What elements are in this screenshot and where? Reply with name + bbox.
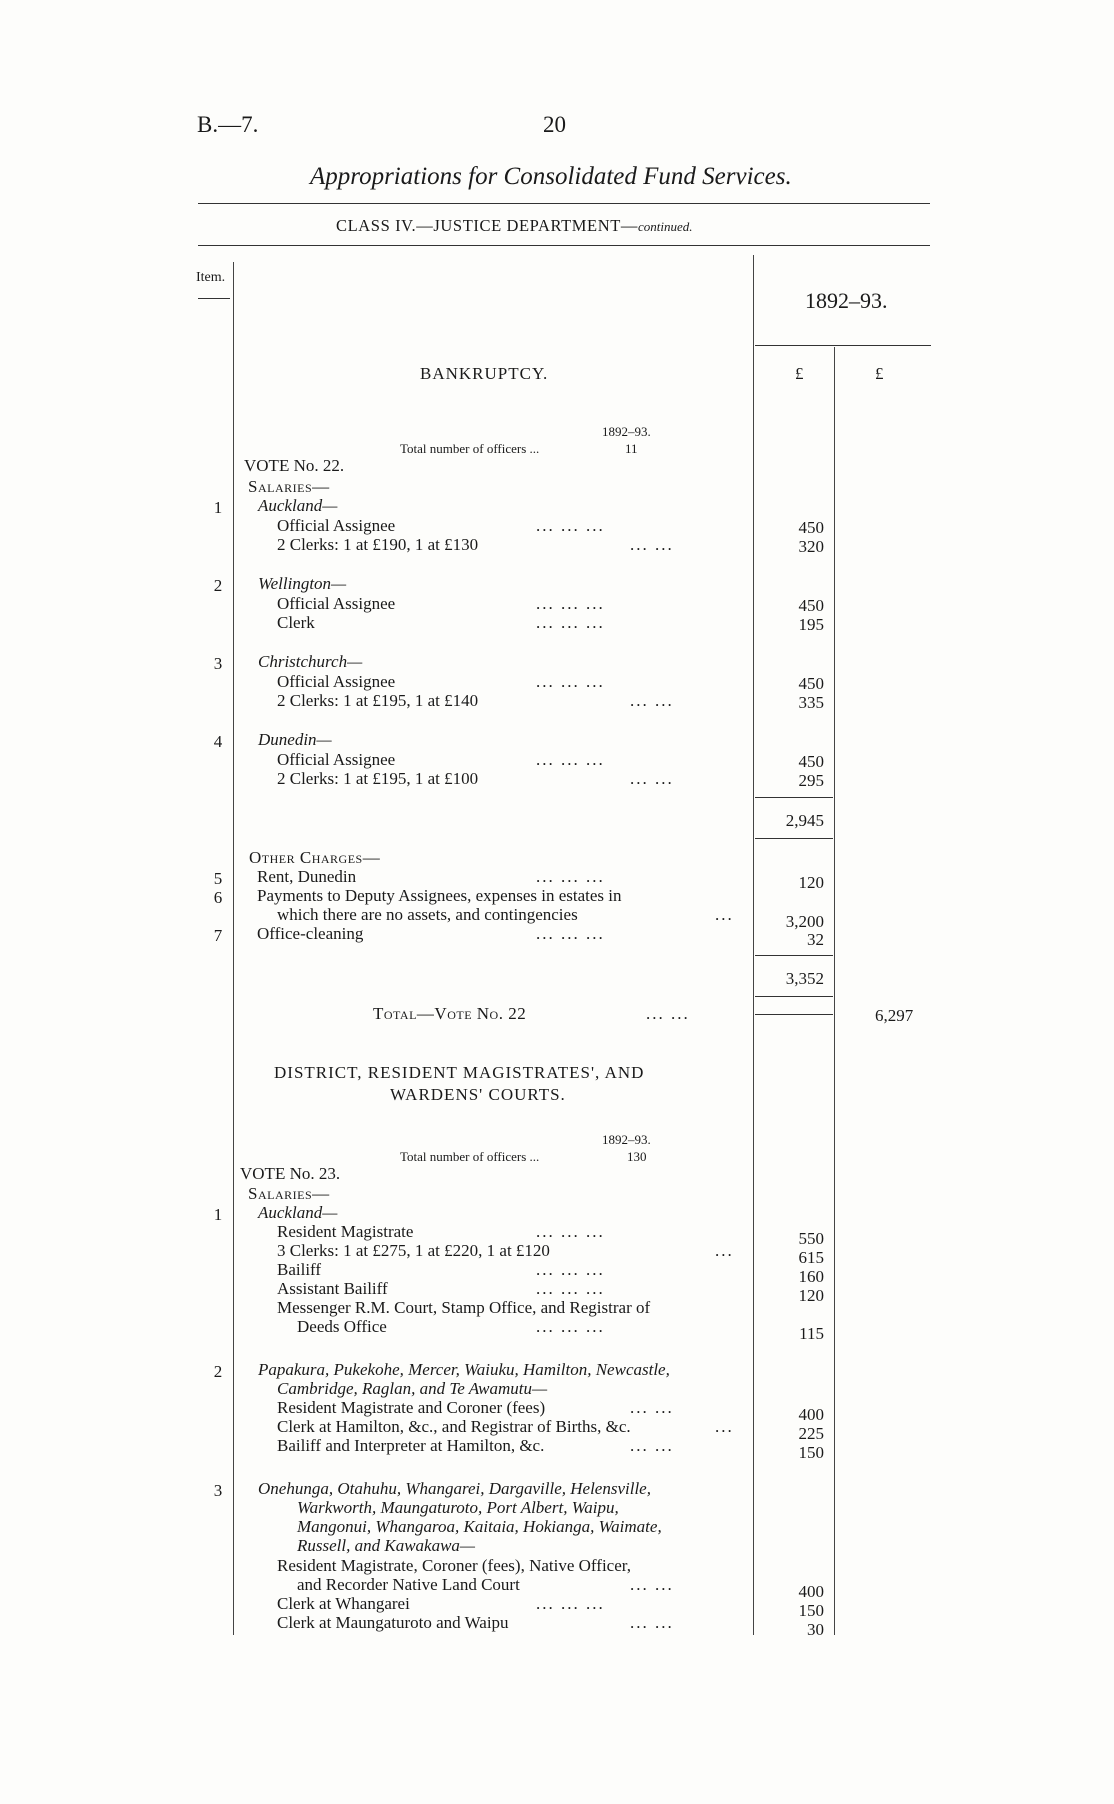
leader-dots: ... xyxy=(715,905,734,924)
line-label: Clerk at Whangarei xyxy=(277,1594,410,1613)
line-label: 2 Clerks: 1 at £195, 1 at £100 xyxy=(277,769,479,788)
line-label: Clerk at Hamilton, &c., and Registrar of Births, &c. xyxy=(277,1417,631,1436)
page-code: B.—7. xyxy=(197,112,259,137)
salaries-heading: Salaries— xyxy=(248,477,330,496)
page-number: 20 xyxy=(543,112,566,137)
line-label-cont: and Recorder Native Land Court xyxy=(297,1575,520,1594)
item-number: 3 xyxy=(213,654,223,673)
line-label: 2 Clerks: 1 at £195, 1 at £140 xyxy=(277,691,479,710)
item-column-header: Item. xyxy=(196,270,226,285)
line-amount: 120 xyxy=(798,873,824,892)
item-number: 7 xyxy=(213,926,223,945)
year-header-rule xyxy=(755,345,931,346)
place-heading: Papakura, Pukekohe, Mercer, Waiuku, Hamilton, Newcastle, xyxy=(258,1360,670,1379)
line-amount: 550 xyxy=(798,1229,824,1248)
officers-count: 130 xyxy=(627,1149,647,1164)
subheading-rule xyxy=(198,245,930,246)
leader-dots: ... ... ... xyxy=(536,750,605,769)
line-label: Assistant Bailiff xyxy=(277,1279,388,1298)
line-label: Bailiff and Interpreter at Hamilton, &c. xyxy=(277,1436,545,1455)
salaries-subtotal: 2,945 xyxy=(785,811,824,830)
leader-dots: ... ... ... xyxy=(536,867,605,886)
charges-subtotal: 3,352 xyxy=(785,969,824,988)
subtotal-rule xyxy=(755,838,833,839)
place-heading: Christchurch— xyxy=(258,652,363,671)
leader-dots: ... ... ... xyxy=(536,1279,605,1298)
place-heading-cont: Russell, and Kawakawa— xyxy=(297,1536,476,1555)
line-label-cont: Deeds Office xyxy=(297,1317,387,1336)
leader-dots: ... ... xyxy=(630,1613,674,1632)
line-label-cont: which there are no assets, and contingencies xyxy=(277,905,578,924)
item-number: 6 xyxy=(213,888,223,907)
leader-dots: ... ... xyxy=(630,1398,674,1417)
line-amount: 615 xyxy=(798,1248,824,1267)
pound-sign-b: £ xyxy=(875,364,884,383)
item-number: 2 xyxy=(213,1362,223,1381)
officers-year: 1892–93. xyxy=(602,424,651,439)
courts-title-line1: DISTRICT, RESIDENT MAGISTRATES', AND xyxy=(274,1063,645,1082)
leader-dots: ... ... ... xyxy=(536,516,605,535)
leader-dots: ... ... xyxy=(630,1436,674,1455)
amount-column-divider xyxy=(753,255,754,1635)
line-label: Official Assignee xyxy=(277,516,396,535)
other-charges-heading: Other Charges— xyxy=(249,848,381,867)
place-heading: Dunedin— xyxy=(258,730,332,749)
line-label: Resident Magistrate, Coroner (fees), Native Officer, xyxy=(277,1556,631,1575)
line-label: Rent, Dunedin xyxy=(257,867,357,886)
line-amount: 400 xyxy=(798,1405,824,1424)
line-label: Official Assignee xyxy=(277,672,396,691)
page-heading: Appropriations for Consolidated Fund Services. xyxy=(310,163,792,190)
line-amount: 450 xyxy=(798,752,824,771)
year-column-header: 1892–93. xyxy=(805,288,888,313)
line-label: Bailiff xyxy=(277,1260,322,1279)
officers-year: 1892–93. xyxy=(602,1132,651,1147)
item-number: 3 xyxy=(213,1481,223,1500)
officers-label: Total number of officers ... xyxy=(400,441,540,456)
line-label: Messenger R.M. Court, Stamp Office, and Registrar of xyxy=(277,1298,651,1317)
leader-dots: ... ... ... xyxy=(536,1317,605,1336)
place-heading-cont: Mangonui, Whangaroa, Kaitaia, Hokianga, Waimate, xyxy=(297,1517,662,1536)
item-number: 1 xyxy=(213,1205,223,1224)
place-heading-cont: Cambridge, Raglan, and Te Awamutu— xyxy=(277,1379,548,1398)
item-column-divider xyxy=(233,262,234,1635)
class-subheading: CLASS IV.—JUSTICE DEPARTMENT—continued. xyxy=(336,216,693,235)
line-amount: 450 xyxy=(798,596,824,615)
place-heading-cont: Warkworth, Maungaturoto, Port Albert, Waipu, xyxy=(297,1498,619,1517)
leader-dots: ... ... xyxy=(630,769,674,788)
line-amount: 450 xyxy=(798,674,824,693)
courts-title-line2: WARDENS' COURTS. xyxy=(390,1085,566,1104)
line-amount: 450 xyxy=(798,518,824,537)
total-column-divider xyxy=(834,347,835,1635)
item-number: 2 xyxy=(213,576,223,595)
line-label: 2 Clerks: 1 at £190, 1 at £130 xyxy=(277,535,479,554)
line-amount: 150 xyxy=(798,1601,824,1620)
leader-dots: ... xyxy=(715,1417,734,1436)
officers-count: 11 xyxy=(625,441,638,456)
bankruptcy-title: BANKRUPTCY. xyxy=(420,364,549,383)
place-heading: Wellington— xyxy=(258,574,347,593)
line-label: Payments to Deputy Assignees, expenses in estates in xyxy=(257,886,622,905)
total-rule xyxy=(755,1014,833,1015)
leader-dots: ... ... ... xyxy=(536,594,605,613)
leader-dots: ... ... xyxy=(630,1575,674,1594)
subtotal-rule xyxy=(755,955,833,956)
line-label: Official Assignee xyxy=(277,750,396,769)
leader-dots: ... ... ... xyxy=(536,924,605,943)
item-number: 5 xyxy=(213,869,223,888)
place-heading: Auckland— xyxy=(258,1203,338,1222)
heading-rule xyxy=(198,203,930,204)
item-header-rule xyxy=(198,298,230,299)
item-number: 1 xyxy=(213,498,223,517)
line-amount: 3,200 xyxy=(785,912,824,931)
line-amount: 115 xyxy=(799,1324,824,1343)
line-amount: 160 xyxy=(798,1267,824,1286)
line-amount: 295 xyxy=(798,771,824,790)
line-label: Clerk xyxy=(277,613,315,632)
line-amount: 30 xyxy=(807,1620,824,1639)
vote-number: VOTE No. 22. xyxy=(244,456,345,475)
line-amount: 195 xyxy=(798,615,824,634)
line-amount: 225 xyxy=(798,1424,824,1443)
line-label: Official Assignee xyxy=(277,594,396,613)
line-label: 3 Clerks: 1 at £275, 1 at £220, 1 at £120 xyxy=(277,1241,550,1260)
line-label: Resident Magistrate xyxy=(277,1222,414,1241)
place-heading: Onehunga, Otahuhu, Whangarei, Dargaville, Helensville, xyxy=(258,1479,651,1498)
pound-sign-a: £ xyxy=(795,364,804,383)
leader-dots: ... ... xyxy=(630,535,674,554)
line-amount: 335 xyxy=(798,693,824,712)
leader-dots: ... ... ... xyxy=(536,672,605,691)
leader-dots: ... ... ... xyxy=(536,1260,605,1279)
vote-number: VOTE No. 23. xyxy=(240,1164,341,1183)
line-label: Clerk at Maungaturoto and Waipu xyxy=(277,1613,509,1632)
leader-dots: ... ... xyxy=(646,1004,690,1023)
line-amount: 320 xyxy=(798,537,824,556)
leader-dots: ... ... xyxy=(630,691,674,710)
subtotal-rule xyxy=(755,996,833,997)
subtotal-rule xyxy=(755,797,833,798)
salaries-heading: Salaries— xyxy=(248,1184,330,1203)
leader-dots: ... xyxy=(715,1241,734,1260)
line-amount: 150 xyxy=(798,1443,824,1462)
leader-dots: ... ... ... xyxy=(536,1594,605,1613)
vote-total-label: Total—Vote No. 22 xyxy=(373,1004,527,1023)
officers-label: Total number of officers ... xyxy=(400,1149,540,1164)
line-label: Office-cleaning xyxy=(257,924,364,943)
line-label: Resident Magistrate and Coroner (fees) xyxy=(277,1398,546,1417)
item-number: 4 xyxy=(213,732,223,751)
leader-dots: ... ... ... xyxy=(536,613,605,632)
line-amount: 120 xyxy=(798,1286,824,1305)
vote-total-amount: 6,297 xyxy=(875,1006,914,1025)
place-heading: Auckland— xyxy=(258,496,338,515)
line-amount: 400 xyxy=(798,1582,824,1601)
line-amount: 32 xyxy=(807,930,824,949)
leader-dots: ... ... ... xyxy=(536,1222,605,1241)
